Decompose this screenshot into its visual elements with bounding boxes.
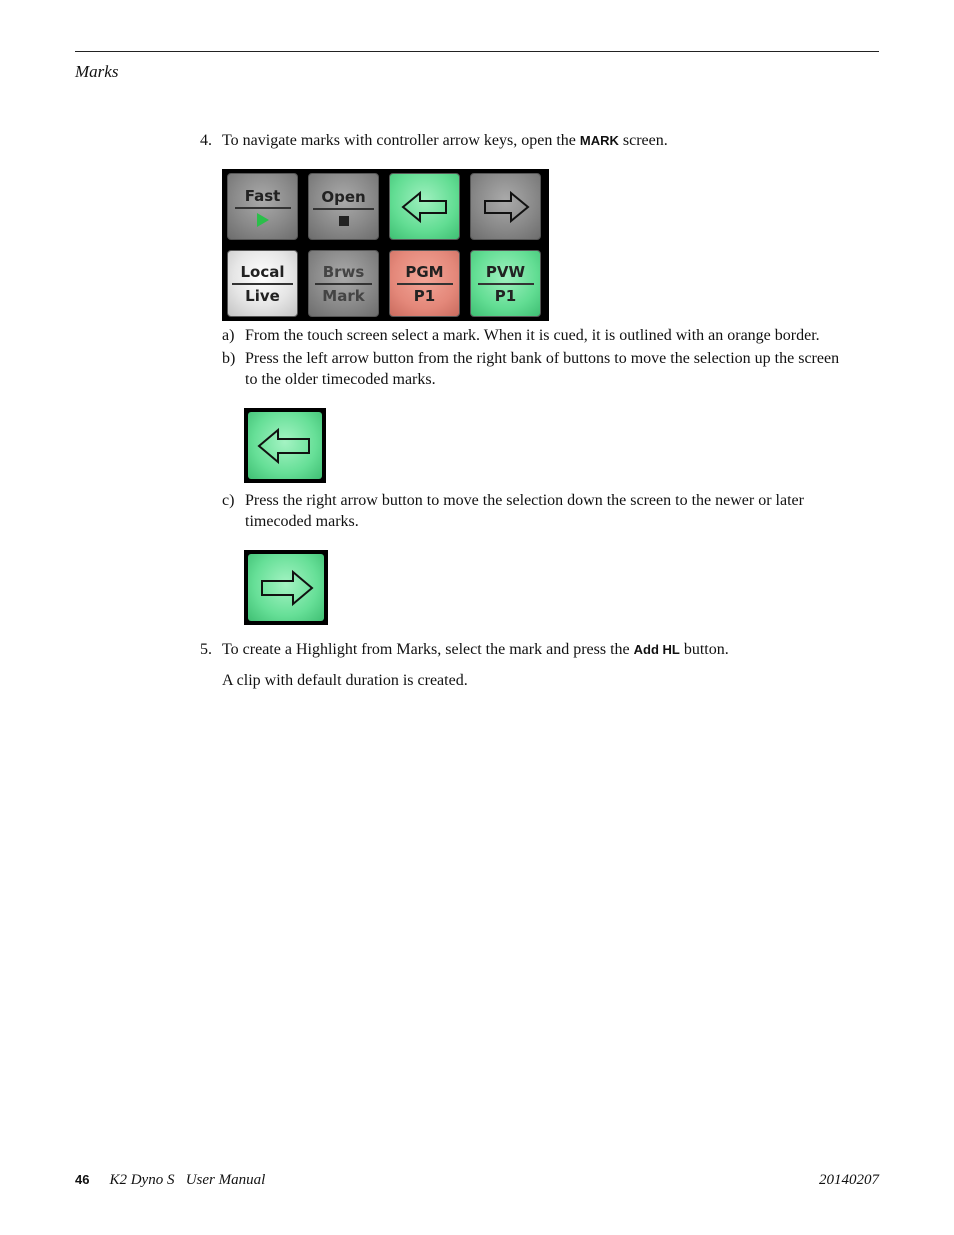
footer-left [75, 1172, 265, 1189]
right-arrow-icon [257, 567, 315, 609]
step-4b-line2: to the older timecoded marks. [245, 371, 436, 388]
step-4a-text: From the touch screen select a mark. When it is cued, it is outlined with an orange border. [245, 327, 820, 344]
brws-mark-key[interactable] [308, 250, 379, 317]
play-triangle-icon [257, 213, 269, 227]
step-4c-label: c) [222, 492, 235, 509]
pvw-channel-label: P1 [494, 286, 517, 305]
local-live-key[interactable] [227, 250, 298, 317]
right-arrow-key[interactable] [470, 173, 541, 240]
right-arrow-button-image [244, 550, 328, 625]
left-arrow-icon [256, 425, 314, 467]
step-5-text [222, 639, 729, 660]
section-title: Marks [75, 62, 119, 81]
step-4-text-before: To navigate marks with controller arrow keys, open the [222, 132, 580, 149]
left-arrow-button-image [244, 408, 326, 483]
step-4-number: 4. [200, 132, 212, 149]
pgm-key-label: PGM [397, 263, 453, 285]
header-rule [75, 51, 879, 52]
controller-button-panel [222, 169, 549, 321]
step-5-result: A clip with default duration is created. [222, 672, 468, 689]
brws-key-label: Brws [315, 263, 373, 285]
step-4b-label: b) [222, 350, 236, 367]
step-5-number: 5. [200, 641, 212, 658]
pgm-key[interactable] [389, 250, 460, 317]
open-key[interactable] [308, 173, 379, 240]
footer-date: 20140207 [819, 1172, 879, 1188]
add-hl-term: Add HL [633, 642, 680, 657]
pvw-key-label: PVW [478, 263, 534, 285]
step-4a-label: a) [222, 327, 235, 344]
step-4c-line2: timecoded marks. [245, 513, 359, 530]
left-arrow-icon [400, 189, 450, 225]
local-key-label: Local [232, 263, 292, 285]
mark-key-label: Mark [322, 286, 365, 305]
page-number: 46 [75, 1172, 90, 1187]
manual-title: K2 Dyno S User Manual [109, 1172, 266, 1188]
step-5-text-after: button. [679, 641, 729, 658]
step-4-text-after: screen. [618, 132, 668, 149]
right-arrow-icon [481, 189, 531, 225]
pvw-key[interactable] [470, 250, 541, 317]
step-4-text [222, 130, 668, 151]
left-arrow-key[interactable] [389, 173, 460, 240]
step-5-text-before: To create a Highlight from Marks, select the mark and press the [222, 641, 634, 658]
mark-screen-term: MARK [579, 133, 619, 148]
fast-key[interactable] [227, 173, 298, 240]
live-key-label: Live [245, 286, 280, 305]
stop-square-icon [339, 216, 349, 226]
step-4c-line1: Press the right arrow button to move the selection down the screen to the newer or later [245, 492, 804, 509]
pgm-channel-label: P1 [413, 286, 436, 305]
open-key-label: Open [313, 188, 373, 210]
step-4b-line1: Press the left arrow button from the right bank of buttons to move the selection up the screen [245, 350, 840, 367]
fast-key-label: Fast [235, 187, 291, 209]
